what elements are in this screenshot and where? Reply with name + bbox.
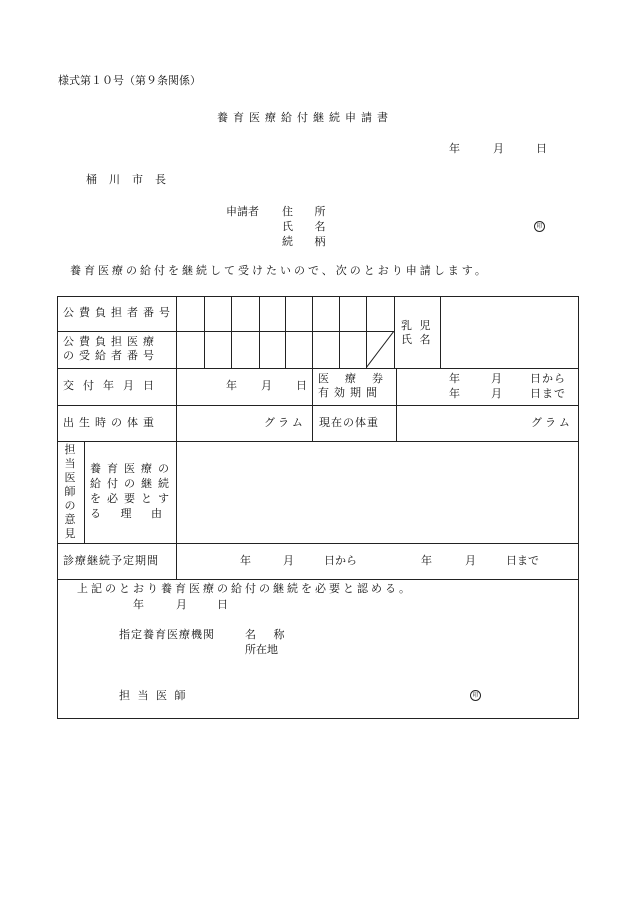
payer-number-label: 公費負担者番号 xyxy=(63,306,175,319)
doctor-label: 担 当 医 師 xyxy=(119,689,188,702)
issue-date-label: 交付年月日 xyxy=(63,379,163,392)
institution-label: 指定養育医療機関 xyxy=(119,628,215,641)
validity-to-year: 年 xyxy=(449,387,460,400)
date-year-label: 年 xyxy=(449,142,460,155)
infant-name-label-line2: 氏 名 xyxy=(401,333,431,346)
cert-year-label: 年 xyxy=(133,598,144,611)
reason-label-line4: る 理 由 xyxy=(90,507,162,520)
reason-label-line2: 給付の継続 xyxy=(90,477,175,490)
issue-year-unit: 年 xyxy=(226,379,237,392)
certification-statement: 上記のとおり養育医療の給付の継続を必要と認める。 xyxy=(77,582,413,595)
recipient-number-label-line2: の受給者番号 xyxy=(63,349,159,362)
validity-from-year: 年 xyxy=(449,372,460,385)
birth-weight-label: 出生時の体重 xyxy=(63,416,159,429)
doctor-seal-mark-icon: 印 xyxy=(470,690,481,701)
period-from-day: 日から xyxy=(324,554,357,567)
current-weight-label: 現在の体重 xyxy=(319,416,379,429)
intro-text: 養育医療の給付を継続して受けたいので、次のとおり申請します。 xyxy=(70,264,489,277)
unused-box-slash xyxy=(366,331,394,368)
current-weight-unit: グラム xyxy=(531,416,573,429)
validity-from-day: 日から xyxy=(530,372,566,385)
cert-month-label: 月 xyxy=(176,598,187,611)
institution-location-label: 所在地 xyxy=(245,643,278,656)
cert-day-label: 日 xyxy=(217,598,228,611)
recipient-number-label-line1: 公費負担医療 xyxy=(63,335,159,348)
validity-to-day: 日まで xyxy=(530,387,566,400)
date-day-label: 日 xyxy=(536,142,547,155)
period-label: 診療継続予定期間 xyxy=(63,554,159,567)
issue-day-unit: 日 xyxy=(296,379,307,392)
card-validity-label-line1: 医療券 xyxy=(318,372,399,385)
applicant-address-label: 住 所 xyxy=(282,205,326,218)
card-validity-label-line2: 有効期間 xyxy=(318,386,382,399)
addressee: 桶川市長 xyxy=(86,173,178,186)
seal-mark-icon: 印 xyxy=(534,221,545,232)
validity-from-month: 月 xyxy=(491,372,502,385)
period-from-month: 月 xyxy=(283,554,294,567)
birth-weight-unit: グラム xyxy=(264,416,306,429)
validity-to-month: 月 xyxy=(491,387,502,400)
reason-label-line1: 養育医療の xyxy=(90,462,175,475)
infant-name-label-line1: 乳 児 xyxy=(401,319,431,332)
reason-label-line3: を必要とす xyxy=(90,492,175,505)
applicant-name-label: 氏 名 xyxy=(282,220,326,233)
period-to-year: 年 xyxy=(421,554,432,567)
applicant-label: 申請者 xyxy=(226,205,259,218)
form-number: 様式第１０号（第９条関係） xyxy=(58,74,201,87)
form-title: 養育医療給付継続申請書 xyxy=(217,111,393,124)
period-to-day: 日まで xyxy=(506,554,539,567)
issue-month-unit: 月 xyxy=(261,379,272,392)
period-to-month: 月 xyxy=(465,554,476,567)
period-from-year: 年 xyxy=(240,554,251,567)
institution-name-label: 名 称 xyxy=(245,628,285,641)
applicant-relation-label: 続 柄 xyxy=(282,235,326,248)
date-month-label: 月 xyxy=(493,142,504,155)
doctor-opinion-label: 担 当 医 師 の 意 見 xyxy=(64,443,76,540)
